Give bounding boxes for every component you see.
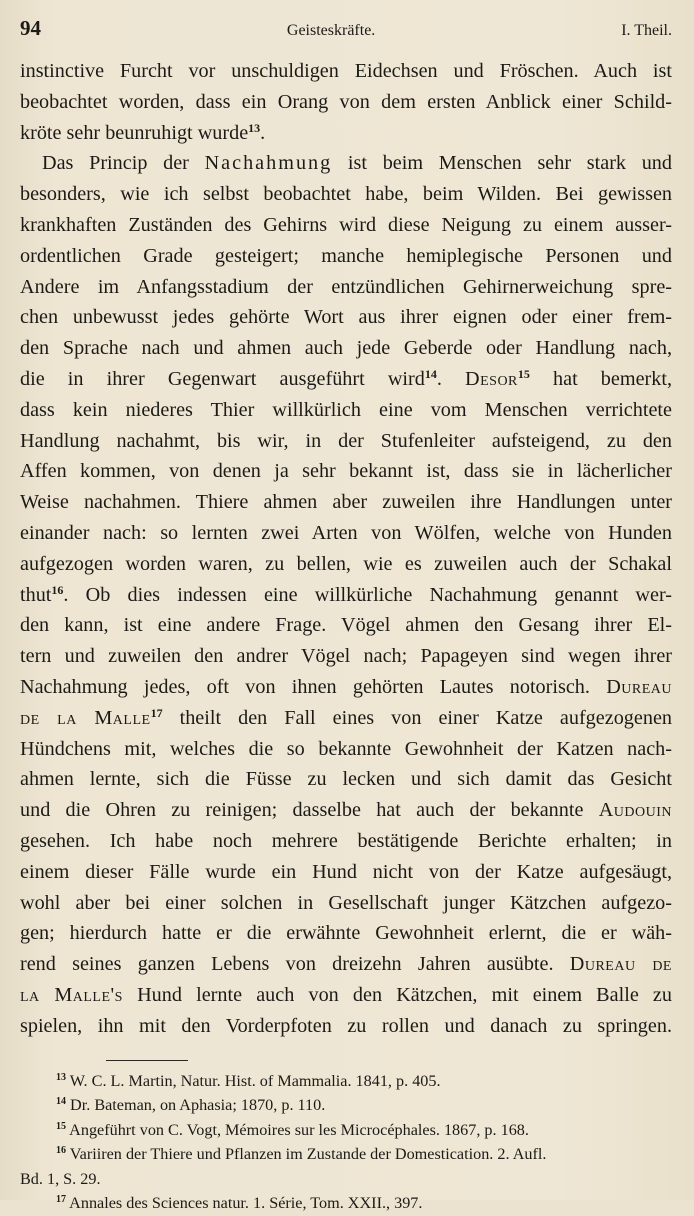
text-line: gen; hierdurch hatte er die erwähnte Gewohnheit erlernt, die er wäh-	[20, 918, 672, 949]
footnote: $^{16}$ Variiren der Thiere und Pflanzen im Zustande der Domestication. 2. Aufl.	[20, 1142, 672, 1167]
text-line: krankhaften Zuständen des Gehirns wird diese Neigung zu einem ausser-	[20, 210, 672, 241]
text-line: chen unbewusst jedes gehörte Wort aus ihrer eignen oder einer frem-	[20, 302, 672, 333]
footnote-continuation: Bd. 1, S. 29.	[20, 1167, 672, 1192]
text-line: la Malle's Hund lernte auch von den Kätzchen, mit einem Balle zu	[20, 980, 672, 1011]
text-line: ahmen lernte, sich die Füsse zu lecken und sich damit das Gesicht	[20, 764, 672, 795]
text-line: Andere im Anfangsstadium der entzündlichen Gehirnerweichung spre-	[20, 272, 672, 303]
text-line: beobachtet worden, dass ein Orang von dem ersten Anblick einer Schild-	[20, 87, 672, 118]
text-line: dass kein niederes Thier willkürlich eine vom Menschen verrichtete	[20, 395, 672, 426]
text-line: wohl aber bei einer solchen in Gesellschaft junger Kätzchen aufgezo-	[20, 888, 672, 919]
footnote-ref: 15	[518, 367, 530, 381]
footnote-divider	[106, 1060, 188, 1061]
text-line: und die Ohren zu reinigen; dasselbe hat auch der bekannte Audouin	[20, 795, 672, 826]
footnote-ref: 14	[425, 367, 437, 381]
footnote-ref: 13	[248, 121, 260, 135]
text-line: thut$^{16}$. Ob dies indessen eine willkürliche Nachahmung genannt wer-	[20, 580, 672, 611]
footnote-number: 17	[56, 1194, 66, 1205]
text-line: Weise nachahmen. Thiere ahmen aber zuweilen ihre Handlungen unter	[20, 487, 672, 518]
footnote-ref: 16	[51, 583, 63, 597]
running-head	[20, 16, 672, 56]
text-line: rend seines ganzen Lebens von dreizehn Jahren ausübte. Dureau de	[20, 949, 672, 980]
page-number: 94	[20, 16, 41, 41]
text-line: instinctive Furcht vor unschuldigen Eidechsen und Fröschen. Auch ist	[20, 56, 672, 87]
footnotes	[20, 1069, 672, 1216]
footnote: $^{17}$ Annales des Sciences natur. 1. Série, Tom. XXII., 397.	[20, 1191, 672, 1216]
footnote-number: 16	[56, 1145, 66, 1156]
running-title: Geisteskräfte.	[287, 22, 375, 40]
text-line: kröte sehr beunruhigt wurde$^{13}$.	[20, 118, 672, 149]
text-line: gesehen. Ich habe noch mehrere bestätigende Berichte erhalten; in	[20, 826, 672, 857]
footnote: $^{14}$ Dr. Bateman, on Aphasia; 1870, p. 110.	[20, 1093, 672, 1118]
footnote: $^{15}$ Angeführt von C. Vogt, Mémoires sur les Microcéphales. 1867, p. 168.	[20, 1118, 672, 1143]
footnote: $^{13}$ W. C. L. Martin, Natur. Hist. of Mammalia. 1841, p. 405.	[20, 1069, 672, 1094]
text-line: die in ihrer Gegenwart ausgeführt wird$^{14}$. Desor$^{15}$ hat bemerkt,	[20, 364, 672, 395]
footnote-number: 15	[56, 1121, 66, 1132]
footnote-ref: 17	[151, 706, 163, 720]
text-line: Affen kommen, von denen ja sehr bekannt ist, dass sie in lächerlicher	[20, 456, 672, 487]
footnote-number: 13	[56, 1072, 66, 1083]
text-line: einander nach: so lernten zwei Arten von Wölfen, welche von Hunden	[20, 518, 672, 549]
part-label: I. Theil.	[621, 22, 672, 40]
text-line: den Sprache nach und ahmen auch jede Geberde oder Handlung nach,	[20, 333, 672, 364]
text-line: de la Malle$^{17}$ theilt den Fall eines von einer Katze aufgezogenen	[20, 703, 672, 734]
text-line: einem dieser Fälle wurde ein Hund nicht von der Katze aufgesäugt,	[20, 857, 672, 888]
text-line: besonders, wie ich selbst beobachtet habe, beim Wilden. Bei gewissen	[20, 179, 672, 210]
text-line: den kann, ist eine andere Frage. Vögel ahmen den Gesang ihrer El-	[20, 610, 672, 641]
text-line: ordentlichen Grade gesteigert; manche hemiplegische Personen und	[20, 241, 672, 272]
text-line: Nachahmung jedes, oft von ihnen gehörten Lautes notorisch. Dureau	[20, 672, 672, 703]
body-text	[20, 56, 672, 1042]
text-line: spielen, ihn mit den Vorderpfoten zu rollen und danach zu springen.	[20, 1011, 672, 1042]
text-line: Hündchens mit, welches die so bekannte Gewohnheit der Katzen nach-	[20, 734, 672, 765]
text-line: aufgezogen worden waren, zu bellen, wie es zuweilen auch der Schakal	[20, 549, 672, 580]
text-line: Handlung nachahmt, bis wir, in der Stufenleiter aufsteigend, zu den	[20, 426, 672, 457]
text-line: tern und zuweilen den andrer Vögel nach; Papageyen sind wegen ihrer	[20, 641, 672, 672]
footnote-number: 14	[56, 1096, 66, 1107]
text-line: Das Princip der Nachahmung ist beim Menschen sehr stark und	[20, 148, 672, 179]
